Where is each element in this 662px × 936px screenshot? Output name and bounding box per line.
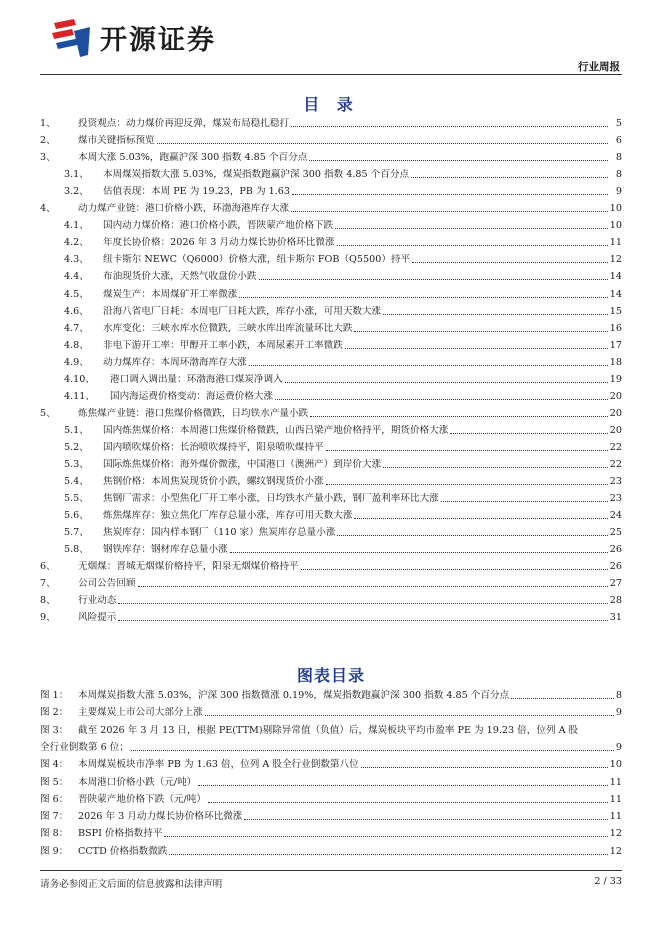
- toc-entry[interactable]: [40, 181, 622, 198]
- figure-leader-dots: [244, 819, 607, 820]
- figure-entry[interactable]: [40, 789, 622, 806]
- toc-leader-dots: [337, 245, 608, 246]
- toc-leader-dots: [239, 297, 607, 298]
- toc-entry[interactable]: [40, 164, 622, 181]
- figure-entry-number: 图 3：: [40, 724, 69, 736]
- toc-entry-page: 16: [609, 322, 622, 334]
- toc-entry-page: 27: [609, 578, 622, 590]
- toc-entry-label: 焦钢价格：本周焦炭现货价小跌，螺纹钢现货价小涨: [103, 476, 324, 488]
- toc-entry-page: 25: [609, 527, 622, 539]
- toc-entry[interactable]: [40, 284, 622, 301]
- figure-entry-label: 2026 年 3 月动力煤长协价格环比微涨: [78, 811, 243, 823]
- brand-logo: [50, 18, 216, 57]
- toc-entry-number: 4.8、: [64, 339, 89, 351]
- figure-entry-label: 本周港口价格小跌（元/吨）: [78, 776, 197, 788]
- toc-entry-label: 风险提示: [78, 612, 117, 624]
- toc-entry[interactable]: [40, 471, 622, 488]
- toc-entry[interactable]: [40, 232, 622, 249]
- toc-leader-dots: [259, 279, 608, 280]
- toc-entry[interactable]: [40, 335, 622, 352]
- figure-leader-dots: [198, 785, 607, 786]
- toc-entry-page: 28: [609, 595, 622, 607]
- toc-entry-page: 31: [609, 612, 622, 624]
- toc-entry-number: 3、: [40, 152, 56, 164]
- toc-entry-page: 10: [609, 220, 622, 232]
- figure-entry-label: CCTD 价格指数微跌: [78, 845, 168, 857]
- toc-entry-number: 5.1、: [64, 424, 89, 436]
- figure-entry-page: 11: [609, 776, 622, 788]
- toc-entry-number: 5.3、: [64, 459, 89, 470]
- toc-entry-number: 4、: [40, 203, 56, 215]
- toc-leader-dots: [230, 552, 608, 553]
- figure-leader-dots: [169, 854, 607, 855]
- toc-entry-page: 22: [609, 459, 622, 470]
- toc-entry-number: 9、: [40, 612, 56, 624]
- toc-entry[interactable]: [40, 386, 622, 403]
- toc-entry-label: 本周煤炭指数大涨 5.03%，煤炭指数跑赢沪深 300 指数 4.85 个百分点: [103, 169, 410, 181]
- figure-entry-label: 主要煤炭上市公司大部分上涨: [78, 707, 203, 719]
- toc-entry-number: 4.3、: [64, 254, 89, 266]
- toc-entry-number: 5.6、: [64, 510, 89, 522]
- figure-entry-number: 图 4：: [40, 759, 69, 771]
- figure-entry[interactable]: [40, 702, 622, 719]
- brand-logo-icon: [50, 19, 92, 57]
- figure-entry-number: 图 5：: [40, 776, 69, 788]
- footer-divider: [40, 870, 622, 871]
- toc-entry-page: 17: [609, 339, 622, 351]
- figure-entry[interactable]: [40, 772, 622, 789]
- toc-entry-page: 26: [609, 544, 622, 556]
- toc-entry-page: 23: [609, 493, 622, 505]
- toc-entry-page: 15: [609, 305, 622, 317]
- figure-entry-page: 9: [615, 741, 622, 753]
- toc-entry-page: 10: [609, 203, 622, 215]
- toc-entry-label: 投资观点：动力煤价再迎反弹，煤炭布局稳扎稳打: [78, 118, 290, 129]
- toc-entry-label: 焦炭库存：国内样本钢厂（110 家）焦炭库存总量小涨: [103, 527, 336, 539]
- toc-entry-number: 8、: [40, 595, 56, 607]
- toc-entry[interactable]: [40, 215, 622, 232]
- toc-entry-page: 8: [615, 152, 622, 164]
- toc-leader-dots: [249, 365, 608, 366]
- figure-leader-dots: [131, 750, 614, 751]
- toc-entry-page: 20: [609, 390, 622, 402]
- toc-leader-dots: [383, 467, 608, 468]
- toc-entry[interactable]: [40, 301, 622, 318]
- toc-entry-number: 4.1、: [64, 220, 89, 232]
- toc-entry-page: 6: [615, 135, 622, 147]
- toc-entry-label: 行业动态: [78, 595, 117, 607]
- toc-entry-label: 国内喷吹煤价格：长治喷吹煤持平，阳泉喷吹煤持平: [103, 441, 324, 453]
- toc-leader-dots: [292, 194, 608, 195]
- toc-entry[interactable]: [40, 198, 622, 215]
- figure-entry-page: 12: [609, 845, 622, 857]
- toc-leader-dots: [310, 416, 608, 417]
- figure-leader-dots: [361, 767, 608, 768]
- figure-entry-label: 晋陕蒙产地价格下跌（元/吨）: [78, 793, 206, 805]
- toc-entry-label: 煤炭生产：本周煤矿开工率微涨: [103, 288, 238, 300]
- toc-leader-dots: [326, 484, 608, 485]
- figure-entry-number: 图 7：: [40, 811, 69, 823]
- toc-entry-number: 4.9、: [64, 356, 89, 368]
- toc-entry-number: 4.4、: [64, 271, 89, 283]
- toc-entry-label: 纽卡斯尔 NEWC（Q6000）价格大涨，纽卡斯尔 FOB（Q5500）持平: [103, 254, 411, 266]
- toc-entry-label: 钢铁库存：钢材库存总量小涨: [103, 544, 228, 556]
- toc-entry-label: 国内炼焦煤价格：本周港口焦煤价格微跌，山西吕梁产地价格持平，期货价格大涨: [103, 424, 449, 436]
- toc-entry-number: 5.2、: [64, 441, 89, 453]
- toc-leader-dots: [354, 518, 607, 519]
- figure-entry-label-continued: 全行业倒数第 6 位；: [40, 741, 129, 753]
- toc-entry-page: 22: [609, 441, 622, 453]
- toc-leader-dots: [411, 177, 608, 178]
- toc-entry-page: 20: [609, 407, 622, 419]
- toc-leader-dots: [335, 228, 608, 229]
- toc-entry[interactable]: [40, 454, 622, 471]
- toc-entry-page: 9: [615, 186, 622, 198]
- figure-entry-label: 本周煤炭指数大涨 5.03%，沪深 300 指数微涨 0.19%，煤炭指数跑赢沪深 300 指数 4.85 个百分点: [78, 690, 510, 701]
- toc-entry[interactable]: [40, 403, 622, 420]
- toc-entry-label: 水库变化：三峡水库水位微跌，三峡水库出库流量环比大跌: [103, 322, 353, 334]
- report-type: 行业周报: [578, 61, 620, 73]
- toc-entry[interactable]: [40, 539, 622, 556]
- toc-entry[interactable]: [40, 369, 622, 386]
- toc-entry-label: 估值表现：本周 PE 为 19.23，PB 为 1.63: [103, 186, 290, 198]
- figure-entry-page: 9: [615, 707, 622, 719]
- toc-entry[interactable]: [40, 573, 622, 590]
- toc-entry[interactable]: [40, 113, 622, 130]
- figure-entry-page: 11: [609, 793, 622, 805]
- toc-entry-number: 4.6、: [64, 305, 89, 317]
- toc-entry-number: 3.2、: [64, 186, 89, 198]
- figure-entry[interactable]: [40, 720, 622, 737]
- toc-entry-label: 年度长协价格：2026 年 3 月动力煤长协价格环比微涨: [103, 237, 335, 249]
- figure-entry[interactable]: [40, 685, 622, 702]
- header-divider: [40, 74, 622, 75]
- toc-entry-number: 5.4、: [64, 476, 89, 488]
- figure-list-title: 图表目录: [296, 666, 365, 685]
- figure-entry-number: 图 6：: [40, 793, 69, 805]
- toc-leader-dots: [285, 382, 608, 383]
- toc-entry[interactable]: [40, 420, 622, 437]
- toc-entry-number: 5.8、: [64, 544, 89, 556]
- figure-entry-page: 8: [615, 690, 622, 701]
- figure-leader-dots: [208, 802, 608, 803]
- toc-entry[interactable]: [40, 505, 622, 522]
- figure-entry[interactable]: [40, 806, 622, 823]
- figure-entry-number: 图 9：: [40, 845, 69, 857]
- toc-entry-number: 4.5、: [64, 288, 89, 300]
- toc-leader-dots: [118, 620, 607, 621]
- toc-entry-label: 本周大涨 5.03%，跑赢沪深 300 指数 4.85 个百分点: [78, 152, 308, 164]
- toc-leader-dots: [301, 569, 608, 570]
- toc-leader-dots: [291, 126, 608, 127]
- toc-entry-number: 4.11、: [64, 390, 95, 402]
- toc-entry[interactable]: [40, 352, 622, 369]
- toc-entry-label: 动力煤产业链：港口价格小跌，环渤海港库存大涨: [78, 203, 290, 215]
- toc-entry[interactable]: [40, 488, 622, 505]
- toc-entry-page: 18: [609, 356, 622, 368]
- toc-leader-dots: [157, 143, 608, 144]
- toc-entry[interactable]: [40, 590, 622, 607]
- toc-entry[interactable]: [40, 266, 622, 283]
- figure-entry[interactable]: [40, 823, 622, 840]
- toc-leader-dots: [291, 211, 608, 212]
- toc-entry-label: 无烟煤：晋城无烟煤价格持平，阳泉无烟煤价格持平: [78, 561, 299, 573]
- toc-entry-label: 公司公告回顾: [78, 578, 136, 590]
- toc-entry-page: 26: [609, 561, 622, 573]
- toc-leader-dots: [138, 586, 608, 587]
- figure-entry-page: 10: [609, 759, 622, 771]
- toc-entry-page: 14: [609, 271, 622, 283]
- toc-entry-label: 炼焦煤产业链：港口焦煤价格微跌，日均铁水产量小跌: [78, 407, 309, 419]
- figure-leader-dots: [205, 715, 614, 716]
- figure-entry-label: 截至 2026 年 3 月 13 日，根据 PE(TTM)剔除异常值（负值）后，煤炭板块平均市盈率 PE 为 19.23 倍，位列 A 股: [78, 724, 579, 736]
- page-header: [40, 10, 622, 75]
- toc-entry-page: 8: [615, 169, 622, 181]
- toc-entry-label: 动力煤库存：本周环渤海库存大涨: [103, 356, 247, 368]
- toc-entry-number: 4.10、: [64, 373, 95, 385]
- toc-leader-dots: [118, 603, 607, 604]
- toc-entry-number: 5、: [40, 407, 56, 419]
- toc-entry-number: 3.1、: [64, 169, 89, 181]
- toc-leader-dots: [326, 450, 608, 451]
- toc-entry-page: 19: [609, 373, 622, 385]
- toc-entry[interactable]: [40, 318, 622, 335]
- figure-entry-continued[interactable]: [40, 737, 622, 754]
- toc-entry-number: 5.5、: [64, 493, 89, 505]
- toc-leader-dots: [275, 399, 608, 400]
- toc-entry-page: 24: [609, 510, 622, 522]
- toc-entry-number: 1、: [40, 118, 56, 129]
- figure-leader-dots: [511, 698, 614, 699]
- figure-entry[interactable]: [40, 841, 622, 858]
- toc-entry-label: 焦钢厂需求：小型焦化厂开工率小涨，日均铁水产量小跌，钢厂盈利率环比大涨: [103, 493, 439, 505]
- toc-entry-label: 国内海运费价格变动：海运费价格大涨: [110, 390, 274, 402]
- figure-entry-page: 12: [609, 828, 622, 840]
- toc-title: 目 录: [303, 95, 359, 114]
- toc-entry-page: 20: [609, 424, 622, 436]
- figure-entry-label: BSPI 价格指数持平: [78, 828, 163, 840]
- toc-leader-dots: [412, 262, 608, 263]
- figure-entry-page: 11: [609, 811, 622, 823]
- toc-entry-label: 煤市关键指标预览: [78, 135, 155, 147]
- toc-entry[interactable]: [40, 147, 622, 164]
- figure-entry[interactable]: [40, 754, 622, 771]
- brand-name: 开源证券: [100, 25, 216, 56]
- toc-entry-page: 23: [609, 476, 622, 488]
- toc-entry-label: 布油现货价大涨，天然气收盘价小跌: [103, 271, 257, 283]
- toc-entry-number: 5.7、: [64, 527, 89, 539]
- toc-entry[interactable]: [40, 522, 622, 539]
- toc-entry-number: 2、: [40, 135, 56, 147]
- toc-leader-dots: [354, 331, 607, 332]
- toc-entry-page: 11: [609, 237, 622, 249]
- toc-entry[interactable]: [40, 607, 622, 624]
- toc-entry-page: 5: [615, 118, 622, 129]
- toc-entry[interactable]: [40, 249, 622, 266]
- toc-leader-dots: [337, 535, 607, 536]
- toc-entry-label: 港口调入调出量：环渤海港口煤炭净调入: [110, 373, 283, 385]
- toc-leader-dots: [309, 160, 608, 161]
- toc-entry-number: 4.2、: [64, 237, 89, 249]
- toc-leader-dots: [345, 348, 608, 349]
- toc-entry-page: 14: [609, 288, 622, 300]
- toc-leader-dots: [450, 433, 607, 434]
- toc-leader-dots: [441, 501, 608, 502]
- toc-entry-page: 12: [609, 254, 622, 266]
- figure-entry-number: 图 8：: [40, 828, 69, 840]
- toc-entry-label: 非电下游开工率：甲醇开工率小跌，本周尿素开工率微跌: [103, 339, 343, 351]
- toc-entry[interactable]: [40, 437, 622, 454]
- toc-entry[interactable]: [40, 130, 622, 147]
- toc-entry-label: 国内动力煤价格：港口价格小跌，晋陕蒙产地价格下跌: [103, 220, 334, 232]
- toc-entry-number: 4.7、: [64, 322, 89, 334]
- figure-leader-dots: [164, 836, 607, 837]
- figure-entry-label: 本周煤炭板块市净率 PB 为 1.63 倍，位列 A 股全行业倒数第八位: [78, 759, 359, 771]
- toc-leader-dots: [383, 314, 608, 315]
- toc-entry[interactable]: [40, 556, 622, 573]
- figure-entry-number: 图 2：: [40, 707, 69, 719]
- toc-entry-number: 7、: [40, 578, 56, 590]
- toc-entry-label: 炼焦煤库存：独立焦化厂库存总量小涨，库存可用天数大涨: [103, 510, 353, 522]
- toc-entry-number: 6、: [40, 561, 56, 573]
- figure-entry-number: 图 1：: [40, 690, 69, 701]
- page-indicator: 2 / 33: [594, 876, 622, 887]
- toc-entry-label: 沿海八省电厂日耗：本周电厂日耗大跌，库存小涨，可用天数大涨: [103, 305, 382, 317]
- toc-entry-label: 国际炼焦煤价格：海外煤价微涨，中国港口（澳洲产）到岸价大涨: [103, 459, 382, 470]
- footer-disclaimer: 请务必参阅正文后面的信息披露和法律声明: [40, 879, 223, 890]
